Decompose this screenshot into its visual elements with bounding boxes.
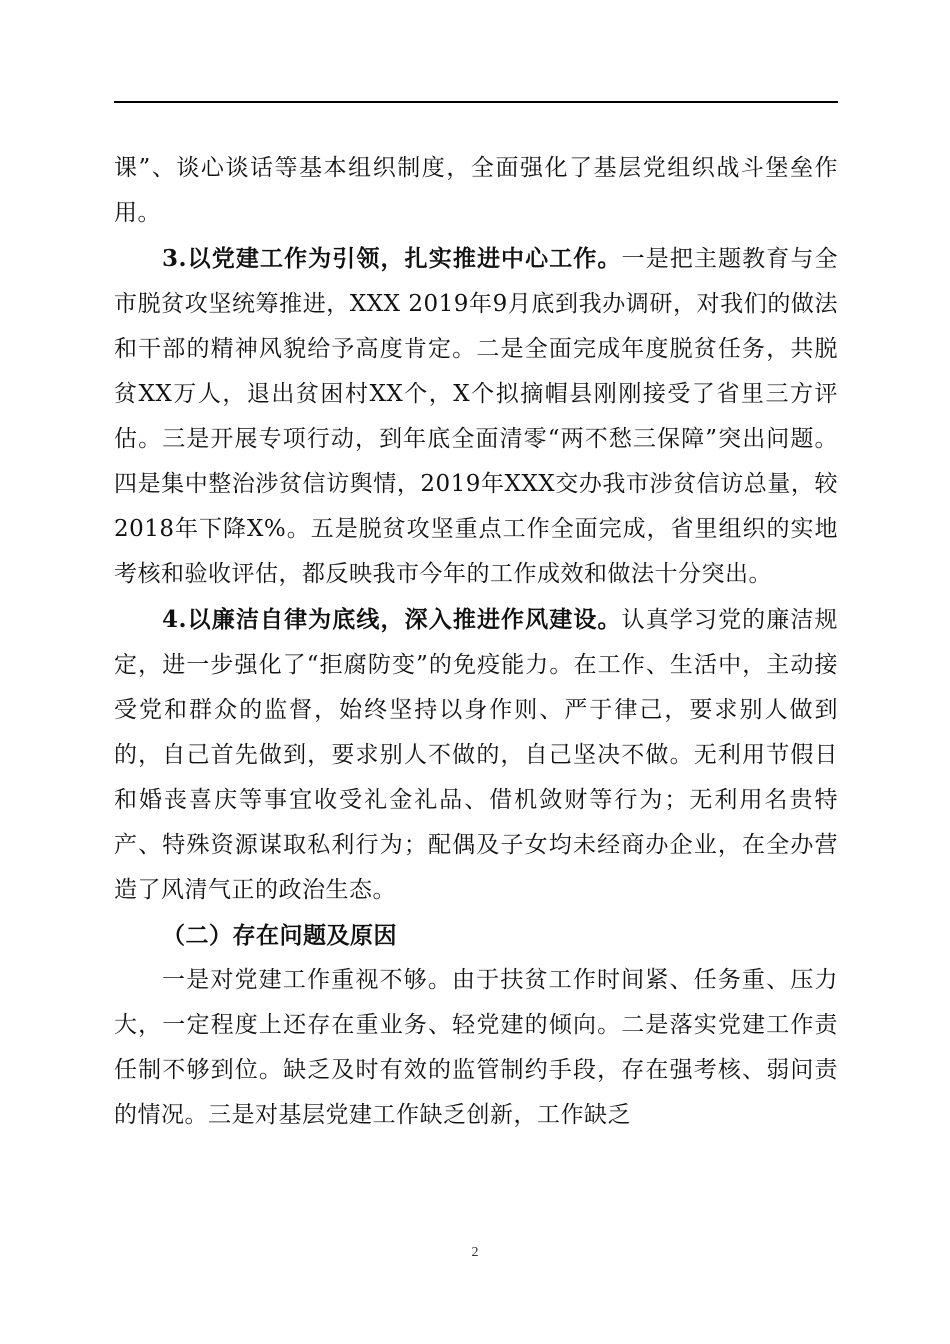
paragraph-heading: 4.以廉洁自律为底线，深入推进作风建设。 bbox=[162, 606, 622, 633]
paragraph-text: 一是把主题教育与全市脱贫攻坚统筹推进，XXX 2019年9月底到我办调研，对我们的做法和干部的精神风貌给予高度肯定。二是全面完成年度脱贫任务，共脱贫XX万人，退出贫困村XX个，X个拟摘帽县刚刚接受了省里三方评估。三是开展专项行动，到年底全面清零“两不愁三保障”突出问题。四是集中整治涉贫信访舆情，2019年XXX交办我市涉贫信访总量，较2018年下降X%。五是脱贫攻坚重点工作全面完成，省里组织的实地考核和验收评估，都反映我市今年的工作成效和做法十分突出。 bbox=[114, 246, 839, 587]
section-heading: （二）存在问题及原因 bbox=[162, 922, 397, 949]
paragraph-integrity bbox=[114, 597, 838, 913]
paragraph-continuation: 课”、谈心谈话等基本组织制度，全面强化了基层党组织战斗堡垒作用。 bbox=[114, 155, 838, 226]
paragraph-text: 认真学习党的廉洁规定，进一步强化了“拒腐防变”的免疫能力。在工作、生活中，主动接受党和群众的监督，始终坚持以身作则、严于律己，要求别人做到的，自己首先做到，要求别人不做的，自己坚决不做。无利用节假日和婚丧喜庆等事宜收受礼金礼品、借机敛财等行为；无利用名贵特产、特殊资源谋取私利行为；配偶及子女均未经商办企业，在全办营造了风清气正的政治生态。 bbox=[114, 607, 839, 903]
header-rule bbox=[114, 101, 838, 103]
paragraph-problems: 一是对党建工作重视不够。由于扶贫工作时间紧、任务重、压力大，一定程度上还存在重业务、轻党建的倾向。二是落实党建工作责任制不够到位。缺乏及时有效的监管制约手段，存在强考核、弱问责的情况。三是对基层党建工作缺乏创新，工作缺乏 bbox=[114, 967, 838, 1128]
paragraph-party-building-lead bbox=[114, 236, 838, 597]
document-body bbox=[114, 146, 838, 1138]
paragraph-heading: 3.以党建工作为引领，扎实推进中心工作。 bbox=[162, 245, 622, 272]
page-number: 2 bbox=[471, 1245, 479, 1260]
